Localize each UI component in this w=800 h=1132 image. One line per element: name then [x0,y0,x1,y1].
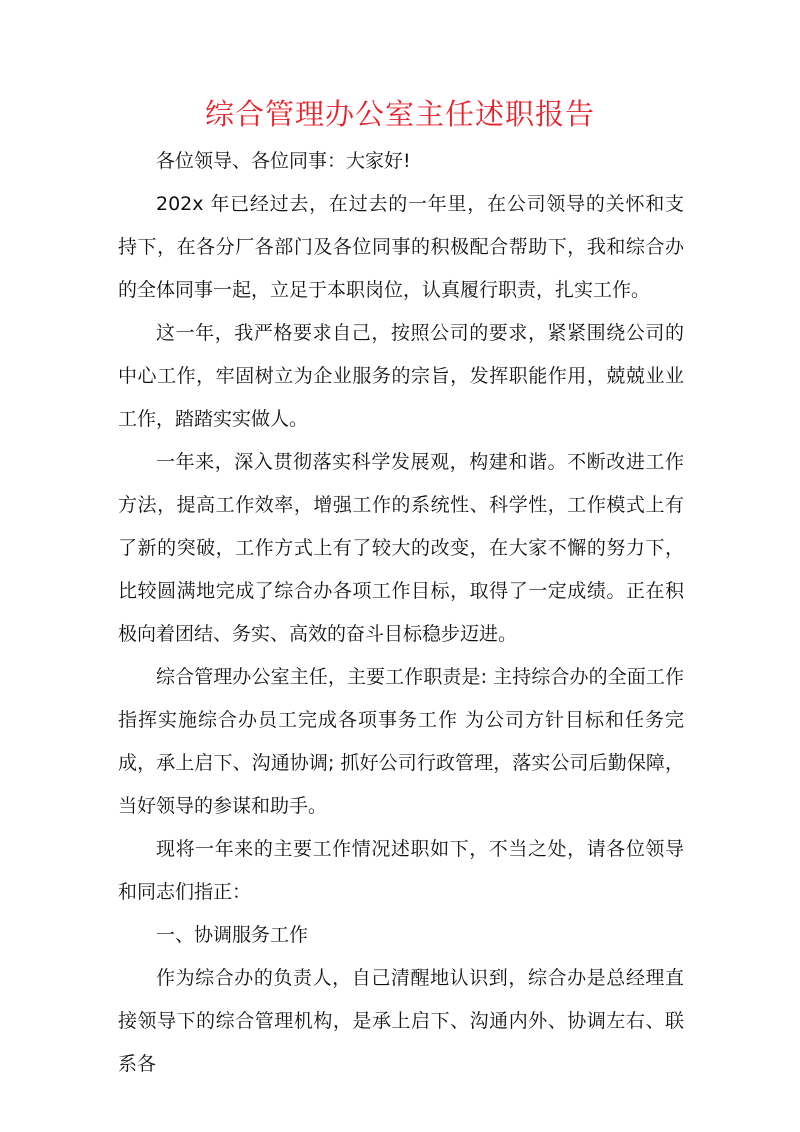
document-title: 综合管理办公室主任述职报告 [204,97,595,131]
paragraph-3: 一年来，深入贯彻落实科学发展观，构建和谐。不断改进工作方法，提高工作效率，增强工作的系统性、科学性，工作模式上有了新的突破，工作方式上有了较大的改变，在大家不懈的努力下，比较圆满地完成了综合办各项工作目标，取得了一定成绩。正在积极向着团结、务实、高效的奋斗目标稳步迈进。 [118,451,684,645]
paragraph-1: 202x 年已经过去，在过去的一年里，在公司领导的关怀和支持下，在各分厂各部门及各位同事的积极配合帮助下，我和综合办的全体同事一起，立足于本职岗位，认真履行职责，扎实工作。 [118,193,684,301]
greeting-paragraph: 各位领导、各位同事：大家好! [156,150,411,172]
document-body [118,140,684,1086]
paragraph-5: 现将一年来的主要工作情况述职如下，不当之处，请各位领导和同志们指正： [118,838,684,903]
section-heading: 一、协调服务工作 [156,924,309,946]
paragraph-4: 综合管理办公室主任，主要工作职责是: 主持综合办的全面工作指挥实施综合办员工完成各项事务工作 为公司方针目标和任务完成，承上启下、沟通协调; 抓好公司行政管理，落实公司后勤保障，当好领导的参谋和助手。 [118,666,684,817]
section-paragraph: 作为综合办的负责人，自己清醒地认识到，综合办是总经理直接领导下的综合管理机构，是承上启下、沟通内外、协调左右、联系各 [118,967,684,1075]
paragraph-2: 这一年，我严格要求自己，按照公司的要求，紧紧围绕公司的中心工作，牢固树立为企业服务的宗旨，发挥职能作用，兢兢业业工作，踏踏实实做人。 [118,322,684,430]
